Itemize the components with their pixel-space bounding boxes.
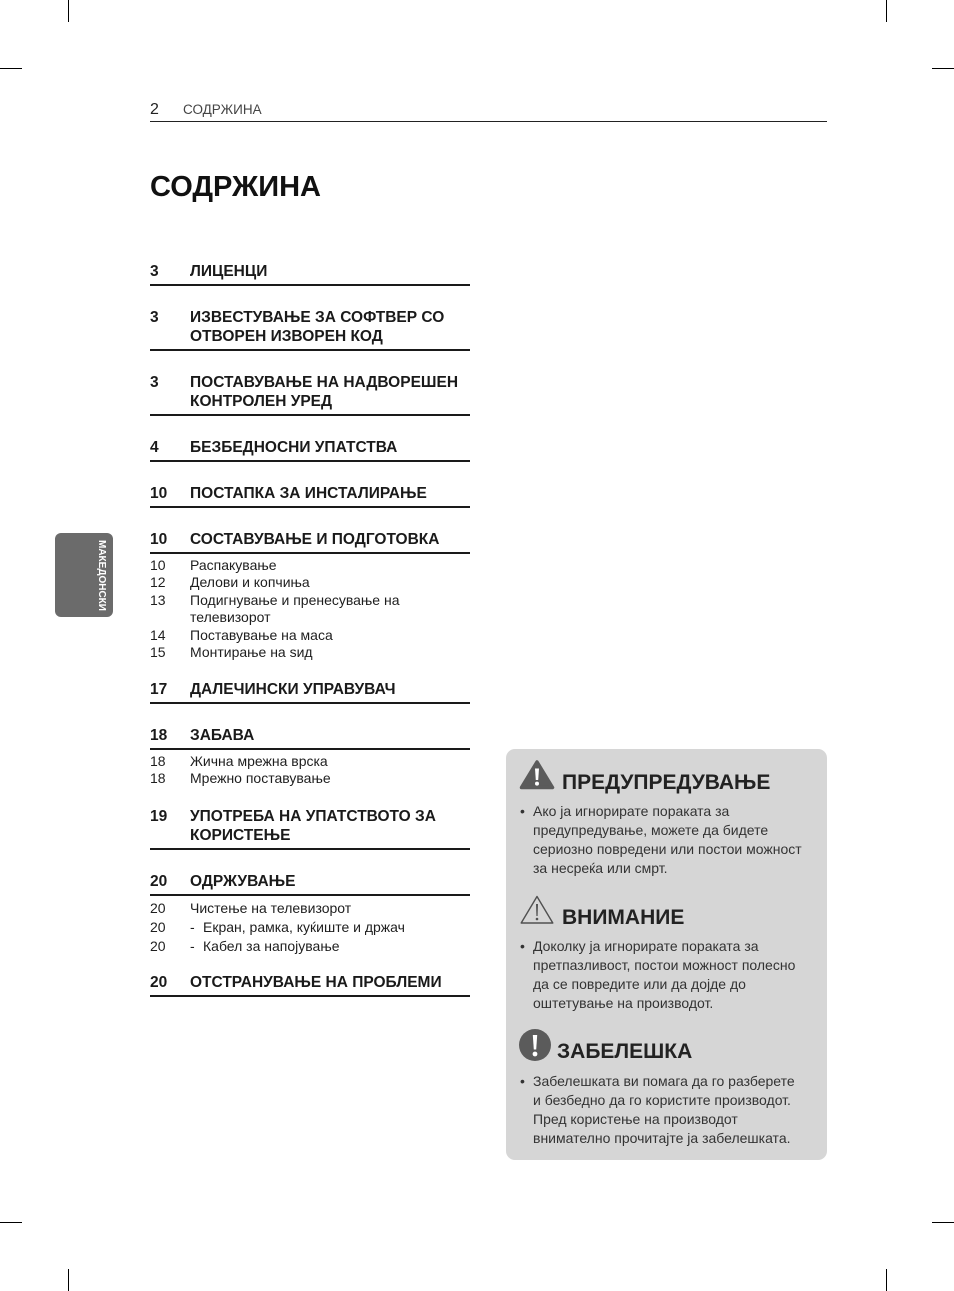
toc-title-line: ЗАБАВА — [190, 727, 255, 744]
crop-mark — [0, 1222, 22, 1223]
toc-subentries — [150, 557, 470, 661]
toc-title-line: ПОСТАВУВАЊЕ НА НАДВОРЕШЕН — [190, 374, 459, 391]
crop-mark — [886, 1269, 887, 1291]
caution-text-line: претпазливост, постои можност полесно — [533, 957, 796, 973]
toc-title — [190, 680, 470, 699]
caution-text-line: оштетување на производот. — [533, 995, 714, 1011]
warning-notice — [506, 759, 827, 889]
toc-subentry-title — [190, 644, 470, 661]
toc-subentry-marker: - — [190, 938, 195, 954]
toc-title — [190, 308, 470, 346]
caution-text-line: • Доколку ја игнорирате пораката за — [533, 938, 759, 954]
toc-entry-heading — [150, 438, 470, 462]
toc-entry-heading — [150, 973, 470, 997]
toc-subentry-title-line: Чистење на телевизорот — [190, 900, 352, 916]
toc-entry-heading — [150, 262, 470, 286]
note-title: ЗАБЕЛЕШКА — [557, 1040, 693, 1063]
toc-subentry-page: 12 — [150, 574, 166, 591]
toc-title — [190, 484, 470, 503]
toc-title — [190, 262, 470, 281]
page-number: 2 — [150, 101, 159, 118]
toc-subentry-title — [203, 918, 470, 937]
crop-mark — [932, 1222, 954, 1223]
toc-entry-heading — [150, 373, 470, 416]
toc-subentry-title-line: Распакување — [190, 557, 277, 573]
toc-title — [190, 373, 470, 411]
toc-title-line: ОТСТРАНУВАЊЕ НА ПРОБЛЕМИ — [190, 974, 442, 991]
toc-subentry-title-line: Подигнување и пренесување на — [190, 591, 400, 608]
caution-title: ВНИМАНИЕ — [562, 906, 685, 929]
toc-title-line: УПОТРЕБА НА УПАТСТВОТО ЗА — [190, 808, 436, 825]
toc-subentry-title-line: телевизорот — [190, 609, 271, 626]
toc-subentry[interactable] — [150, 937, 470, 956]
toc-subentry[interactable] — [150, 753, 470, 770]
toc-entry[interactable] — [150, 373, 470, 416]
toc-entry[interactable] — [150, 807, 470, 850]
toc-title-line: ОТВОРЕН ИЗВОРЕН КОД — [190, 328, 383, 345]
toc-title-line: ПОСТАПКА ЗА ИНСТАЛИРАЊЕ — [190, 485, 427, 502]
toc-title-line: ОДРЖУВАЊЕ — [190, 873, 296, 890]
toc-subentry[interactable] — [150, 574, 470, 591]
toc-entry[interactable] — [150, 726, 470, 788]
toc-subentry-title — [190, 592, 470, 627]
note-text-line: и безбедно да го користите производот. — [533, 1092, 791, 1108]
running-header-title: СОДРЖИНА — [183, 102, 262, 117]
toc-subentry-page: 20 — [150, 919, 166, 935]
toc-subentry-title-line: Екран, рамка, куќиште и држач — [203, 919, 405, 935]
toc-subentry-title — [203, 937, 470, 956]
toc-subentry-page: 15 — [150, 644, 166, 661]
toc-entry-heading — [150, 530, 470, 554]
warning-text-line: сериозно повредени или постои можност — [533, 841, 802, 857]
toc-subentry[interactable] — [150, 899, 470, 918]
toc-subentries — [150, 899, 470, 956]
toc-entry[interactable] — [150, 308, 470, 351]
crop-mark — [68, 1269, 69, 1291]
toc-page-number: 20 — [150, 974, 168, 991]
toc-subentry-title — [190, 899, 470, 918]
note-text-line: • Забелешката ви помага да го разберете — [533, 1073, 795, 1089]
note-text-line: внимателно прочитајте ја забелешката. — [533, 1130, 791, 1146]
crop-mark — [932, 68, 954, 69]
running-header — [150, 100, 262, 120]
toc-title — [190, 973, 470, 992]
toc-subentry[interactable] — [150, 918, 470, 937]
header-rule — [150, 121, 827, 122]
toc-subentry-title — [190, 770, 470, 787]
note-icon — [519, 1029, 551, 1061]
toc-title — [190, 726, 470, 745]
toc-subentry-title-line: Монтирање на ѕид — [190, 644, 313, 661]
toc-subentry-marker: - — [190, 919, 195, 935]
toc-subentry-page: 18 — [150, 753, 166, 769]
toc-entry[interactable] — [150, 973, 470, 997]
toc-title-line: ИЗВЕСТУВАЊЕ ЗА СОФТВЕР СО — [190, 309, 445, 326]
toc-title-line: ДАЛЕЧИНСКИ УПРАВУВАЧ — [190, 681, 396, 698]
toc-entry-heading — [150, 484, 470, 508]
toc-page-number: 10 — [150, 531, 168, 548]
toc-page-number: 10 — [150, 485, 168, 502]
toc-subentry[interactable] — [150, 644, 470, 661]
toc-subentry[interactable] — [150, 557, 470, 574]
toc-subentry-title — [190, 574, 470, 591]
toc-title-line: СОСТАВУВАЊЕ И ПОДГОТОВКА — [190, 531, 440, 548]
toc-entry-heading — [150, 680, 470, 704]
toc-entry[interactable] — [150, 680, 470, 704]
toc-subentry-title-line: Кабел за напојување — [203, 938, 340, 954]
toc-entry[interactable] — [150, 438, 470, 462]
caution-text — [533, 937, 795, 1013]
language-tab — [55, 533, 113, 617]
toc-page-number: 4 — [150, 439, 159, 456]
caution-notice — [506, 894, 827, 1024]
toc-title — [190, 807, 470, 845]
toc-page-number: 3 — [150, 263, 159, 280]
toc-entry[interactable] — [150, 530, 470, 661]
toc-subentry-page: 10 — [150, 557, 166, 573]
warning-title: ПРЕДУПРЕДУВАЊЕ — [562, 771, 771, 794]
toc-subentry-page: 14 — [150, 626, 166, 643]
toc-title-line: КОНТРОЛЕН УРЕД — [190, 393, 333, 410]
language-tab-label: МАКЕДОНСКИ — [96, 539, 107, 611]
crop-mark — [0, 68, 22, 69]
toc-entry-heading — [150, 872, 470, 896]
toc-subentry-page: 20 — [150, 900, 166, 916]
toc-page-number: 3 — [150, 309, 159, 326]
caution-text-line: да се повредите или да дојде до — [533, 976, 746, 992]
toc-subentry-title — [190, 753, 470, 770]
toc-entry-heading — [150, 308, 470, 351]
toc-page-number: 19 — [150, 808, 168, 825]
toc-subentry-title — [190, 627, 470, 644]
safety-notice-box — [506, 749, 827, 1160]
note-text-line: Пред користење на производот — [533, 1111, 738, 1127]
toc-entry[interactable] — [150, 872, 470, 956]
warning-text-line: предупредување, можете да бидете — [533, 822, 769, 838]
toc-entry[interactable] — [150, 262, 470, 286]
toc-subentry[interactable] — [150, 770, 470, 787]
toc-title-line: БЕЗБЕДНОСНИ УПАТСТВА — [190, 439, 398, 456]
toc-subentry-title-line: Жична мрежна врска — [190, 753, 328, 769]
toc-entry-heading — [150, 726, 470, 750]
crop-mark — [886, 0, 887, 22]
toc-title — [190, 438, 470, 457]
toc-subentry[interactable] — [150, 592, 470, 627]
caution-icon — [519, 894, 555, 925]
toc-entry[interactable] — [150, 484, 470, 508]
warning-text-line: за несреќа или смрт. — [533, 860, 668, 876]
crop-mark — [68, 0, 69, 22]
toc-title-line: ЛИЦЕНЦИ — [190, 263, 268, 280]
toc-subentry-title — [190, 557, 470, 574]
note-notice — [506, 1029, 827, 1159]
toc-subentry-title-line: Мрежно поставување — [190, 770, 331, 787]
toc-page-number: 17 — [150, 681, 168, 698]
toc-subentries — [150, 753, 470, 788]
toc-subentry-page: 20 — [150, 938, 166, 954]
note-text — [533, 1072, 795, 1148]
toc-page-number: 3 — [150, 374, 159, 391]
warning-text-line: • Ако ја игнорирате пораката за — [533, 803, 730, 819]
toc-title — [190, 530, 470, 549]
toc-title-line: КОРИСТЕЊЕ — [190, 827, 291, 844]
toc-subentry-page: 18 — [150, 770, 166, 787]
warning-icon — [519, 759, 555, 790]
warning-text — [533, 802, 802, 878]
toc-subentry-title-line: Делови и копчиња — [190, 574, 310, 591]
toc-page-number: 18 — [150, 727, 168, 744]
toc-subentry[interactable] — [150, 627, 470, 644]
toc-subentry-page: 13 — [150, 591, 166, 608]
toc-subentry-title-line: Поставување на маса — [190, 626, 333, 643]
toc-entry-heading — [150, 807, 470, 850]
page-title: СОДРЖИНА — [150, 171, 321, 203]
toc-page-number: 20 — [150, 873, 168, 890]
toc-title — [190, 872, 470, 891]
